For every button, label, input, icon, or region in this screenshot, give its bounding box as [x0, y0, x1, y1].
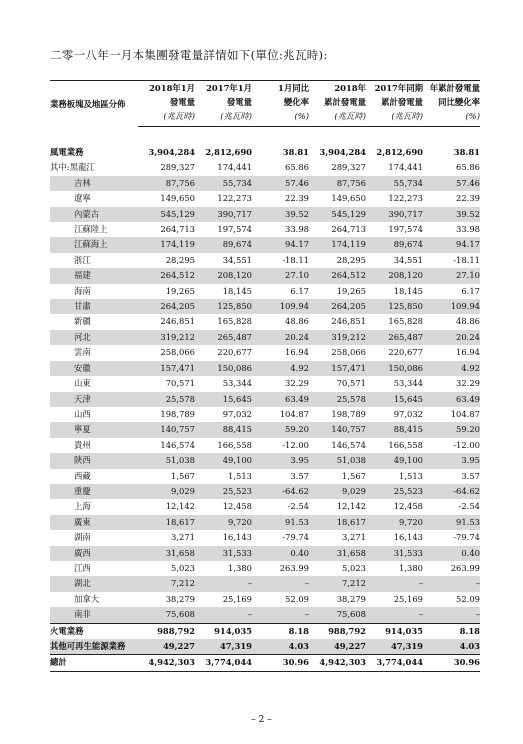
row-value: 165,828	[388, 316, 423, 327]
row-value: 51,038	[138, 453, 195, 468]
row-value: 140,757	[309, 422, 366, 437]
row-value: 65.86	[456, 162, 480, 173]
table-body	[50, 127, 480, 672]
row-value: 15,645	[366, 392, 423, 407]
table-row	[50, 237, 480, 252]
row-value: 75,608	[309, 607, 366, 623]
row-value: 140,757	[138, 422, 195, 437]
row-value: 94.17	[423, 237, 480, 252]
row-value: 8.18	[423, 623, 480, 639]
row-value: 88,415	[195, 422, 252, 437]
table-row	[50, 299, 480, 314]
row-label: 總計	[50, 655, 138, 671]
row-value: 4.03	[252, 639, 309, 655]
header-col-2-line-1: 2017年1月	[195, 81, 252, 96]
row-value: 5,023	[342, 562, 366, 573]
row-value: 264,205	[309, 299, 366, 314]
row-value: 3,904,284	[319, 147, 366, 157]
row-value: 319,212	[309, 330, 366, 345]
row-value: 914,035	[195, 623, 252, 639]
row-value: 70,571	[165, 378, 195, 389]
row-label: 江西	[74, 562, 91, 573]
row-value: 258,066	[160, 347, 195, 358]
row-value: 988,792	[309, 623, 366, 639]
row-label: 其他可再生能源業務	[50, 639, 138, 655]
row-value: 9,720	[366, 515, 423, 530]
row-value: 220,677	[217, 347, 252, 358]
row-value: 34,551	[393, 254, 423, 265]
header-col-2-line-2: 發電量	[226, 97, 252, 107]
row-value: 1,567	[342, 470, 366, 481]
row-value: 52.09	[456, 593, 480, 604]
table-row	[50, 655, 480, 671]
row-value: 149,650	[331, 193, 366, 204]
row-value: 198,789	[160, 408, 195, 419]
row-value: 7,212	[309, 576, 366, 591]
row-value: 264,512	[138, 268, 195, 283]
row-value: 88,415	[366, 422, 423, 437]
row-value: 146,574	[331, 439, 366, 450]
row-value: 38.81	[453, 147, 480, 157]
intro-text: 二零一八年一月本集團發電量詳情如下(單位:兆瓦時):	[50, 48, 328, 62]
row-value: 289,327	[331, 162, 366, 173]
row-value: 94.17	[252, 237, 309, 252]
row-value: 49,227	[138, 639, 195, 655]
row-value: 4.92	[252, 361, 309, 376]
row-value: 3,774,044	[195, 655, 252, 671]
row-label: 湖北	[50, 576, 138, 591]
row-value: -18.11	[282, 254, 309, 265]
header-col-4-unit: (兆瓦時)	[309, 109, 366, 127]
row-value: 31,658	[309, 546, 366, 561]
row-label: 湖南	[74, 532, 91, 543]
row-value: 27.10	[252, 268, 309, 283]
row-value: 49,227	[309, 639, 366, 655]
row-value: 59.20	[423, 422, 480, 437]
header-col-5-line-2: 累計發電量	[381, 97, 423, 107]
row-value: 197,574	[217, 224, 252, 235]
row-value: -12.00	[453, 439, 480, 450]
row-value: 31,533	[195, 546, 252, 561]
row-value: -12.00	[282, 439, 309, 450]
row-value: 51,038	[309, 453, 366, 468]
row-label: 天津	[50, 392, 138, 407]
row-label: 其中:黑龍江	[50, 162, 95, 173]
row-value: 31,658	[138, 546, 195, 561]
table-row	[50, 253, 480, 268]
row-value: 25,523	[366, 484, 423, 499]
row-value: 87,756	[138, 176, 195, 191]
row-value: 22.39	[285, 193, 309, 204]
row-value: 25,578	[309, 392, 366, 407]
table-row	[50, 546, 480, 561]
table-row	[50, 361, 480, 376]
row-value: 33.98	[456, 224, 480, 235]
table-row	[50, 515, 480, 530]
table-row	[50, 284, 480, 299]
table-row	[50, 345, 480, 360]
row-value: 4,942,303	[309, 655, 366, 671]
row-value: 89,674	[195, 237, 252, 252]
row-label: 雲南	[74, 347, 91, 358]
row-value: 9,029	[138, 484, 195, 499]
header-col-1-line-2: 發電量	[169, 97, 195, 107]
row-value: 125,850	[195, 299, 252, 314]
row-value: 264,512	[309, 268, 366, 283]
row-label: 陝西	[50, 453, 138, 468]
row-value: 3,271	[171, 532, 195, 543]
row-value: 263.99	[279, 562, 309, 573]
row-value: 28,295	[336, 254, 366, 265]
table-row	[50, 576, 480, 591]
row-value: 87,756	[309, 176, 366, 191]
row-value: 48.86	[456, 316, 480, 327]
row-value: 38,279	[165, 593, 195, 604]
row-value: 390,717	[366, 207, 423, 222]
row-value: 3.95	[423, 453, 480, 468]
row-value: 33.98	[285, 224, 309, 235]
row-value: 89,674	[366, 237, 423, 252]
row-value: 0.40	[252, 546, 309, 561]
table-row	[50, 607, 480, 623]
row-value: 914,035	[366, 623, 423, 639]
row-value: 149,650	[160, 193, 195, 204]
row-value: -79.74	[453, 532, 480, 543]
row-value: –	[252, 576, 309, 591]
row-value: –	[423, 607, 480, 623]
row-value: 55,734	[366, 176, 423, 191]
table-row	[50, 469, 480, 484]
row-value: 28,295	[165, 254, 195, 265]
table-row	[50, 639, 480, 655]
header-col-5-line-1: 2017年同期	[366, 81, 423, 96]
row-value: 264,205	[138, 299, 195, 314]
row-value: 55,734	[195, 176, 252, 191]
row-label: 江蘇海上	[50, 237, 138, 252]
row-value: 246,851	[160, 316, 195, 327]
row-label: 加拿大	[74, 593, 100, 604]
row-value: 47,319	[366, 639, 423, 655]
row-value: 30.96	[423, 655, 480, 671]
row-value: 25,169	[222, 593, 252, 604]
row-value: -18.11	[453, 254, 480, 265]
row-value: 16.94	[456, 347, 480, 358]
row-value: 32.29	[456, 378, 480, 389]
row-value: 125,850	[366, 299, 423, 314]
table-row	[50, 176, 480, 191]
row-value: 4.03	[423, 639, 480, 655]
header-col-3-line-1: 1月同比	[252, 81, 309, 96]
header-col-4-line-2: 累計發電量	[324, 97, 366, 107]
row-value: 109.94	[252, 299, 309, 314]
row-value: 4.92	[423, 361, 480, 376]
row-label: 火電業務	[50, 623, 138, 639]
row-value: 264,713	[160, 224, 195, 235]
row-value: 57.46	[252, 176, 309, 191]
header-col-6-unit: (%)	[423, 109, 480, 127]
row-label: 南非	[50, 607, 138, 623]
row-value: 174,119	[138, 237, 195, 252]
row-value: –	[366, 576, 423, 591]
row-value: 59.20	[252, 422, 309, 437]
row-value: 18,145	[393, 285, 423, 296]
row-label: 福建	[50, 268, 138, 283]
row-value: 97,032	[393, 408, 423, 419]
row-value: –	[195, 576, 252, 591]
row-value: 1,380	[399, 562, 423, 573]
table-row	[50, 222, 480, 237]
row-value: 38,279	[336, 593, 366, 604]
row-value: 25,578	[138, 392, 195, 407]
row-value: 39.52	[252, 207, 309, 222]
row-value: –	[252, 607, 309, 623]
row-label: 上海	[74, 501, 91, 512]
row-value: 6.17	[290, 285, 309, 296]
row-value: 63.49	[252, 392, 309, 407]
row-value: 18,617	[309, 515, 366, 530]
table-row	[50, 407, 480, 422]
row-value: 12,142	[165, 501, 195, 512]
row-value: 63.49	[423, 392, 480, 407]
table-row	[50, 561, 480, 576]
row-label: 廣西	[50, 546, 138, 561]
table-row	[50, 145, 480, 160]
row-value: 8.18	[252, 623, 309, 639]
row-value: -64.62	[423, 484, 480, 499]
row-value: 12,142	[336, 501, 366, 512]
row-value: 39.52	[423, 207, 480, 222]
row-value: 157,471	[138, 361, 195, 376]
table-row	[50, 191, 480, 206]
row-value: 65.86	[285, 162, 309, 173]
row-value: 15,645	[195, 392, 252, 407]
row-value: 2,812,690	[376, 147, 423, 157]
row-label: 河北	[50, 330, 138, 345]
row-value: 49,100	[195, 453, 252, 468]
row-value: 0.40	[423, 546, 480, 561]
row-value: 91.53	[423, 515, 480, 530]
row-value: 22.39	[456, 193, 480, 204]
table-row	[50, 392, 480, 407]
row-value: 319,212	[138, 330, 195, 345]
row-value: –	[423, 576, 480, 591]
row-label: 遼寧	[74, 193, 91, 204]
row-value: 19,265	[165, 285, 195, 296]
row-value: 52.09	[285, 593, 309, 604]
row-value: 19,265	[336, 285, 366, 296]
table-row	[50, 268, 480, 283]
row-label: 新疆	[74, 316, 91, 327]
table-row	[50, 207, 480, 222]
row-value: 150,086	[195, 361, 252, 376]
row-value: 57.46	[423, 176, 480, 191]
table-row	[50, 160, 480, 175]
row-value: 30.96	[252, 655, 309, 671]
row-value: 27.10	[423, 268, 480, 283]
row-value: 174,119	[309, 237, 366, 252]
row-value: 166,558	[217, 439, 252, 450]
row-value: 265,487	[195, 330, 252, 345]
row-value: 174,441	[217, 162, 252, 173]
row-value: –	[195, 607, 252, 623]
row-value: 545,129	[138, 207, 195, 222]
table-row	[50, 422, 480, 437]
row-label: 江蘇陸上	[74, 224, 108, 235]
row-value: 208,120	[195, 268, 252, 283]
row-value: 263.99	[450, 562, 480, 573]
row-value: 49,100	[366, 453, 423, 468]
row-label: 風電業務	[50, 147, 84, 157]
row-value: 48.86	[285, 316, 309, 327]
row-value: 122,273	[217, 193, 252, 204]
row-value: 16,143	[393, 532, 423, 543]
row-value: 1,513	[399, 470, 423, 481]
row-value: 122,273	[388, 193, 423, 204]
row-label: 貴州	[74, 439, 91, 450]
row-value: 34,551	[222, 254, 252, 265]
table-row	[50, 484, 480, 499]
table-row	[50, 530, 480, 545]
table-row	[50, 330, 480, 345]
row-value: 198,789	[331, 408, 366, 419]
table-row	[50, 453, 480, 468]
row-value: 53,344	[222, 378, 252, 389]
row-value: 3,271	[342, 532, 366, 543]
row-value: 3.57	[290, 470, 309, 481]
header-col-6-line-2: 同比變化率	[438, 97, 480, 107]
row-value: –	[366, 607, 423, 623]
row-value: 988,792	[138, 623, 195, 639]
row-value: 1,513	[228, 470, 252, 481]
row-value: 2,812,690	[205, 147, 252, 157]
row-value: 104.87	[450, 408, 480, 419]
row-value: -64.62	[252, 484, 309, 499]
row-value: -2.54	[458, 501, 480, 512]
row-value: 3.95	[252, 453, 309, 468]
page-number: – 2 –	[251, 715, 272, 725]
row-value: 109.94	[423, 299, 480, 314]
row-value: 1,380	[228, 562, 252, 573]
row-value: 9,029	[309, 484, 366, 499]
row-value: 258,066	[331, 347, 366, 358]
row-label: 內蒙古	[50, 207, 138, 222]
row-value: 75,608	[138, 607, 195, 623]
row-value: 16,143	[222, 532, 252, 543]
row-value: 20.24	[252, 330, 309, 345]
table-row	[50, 499, 480, 514]
header-col-5-unit: (兆瓦時)	[366, 109, 423, 127]
row-value: 3,904,284	[148, 147, 195, 157]
row-value: 7,212	[138, 576, 195, 591]
row-value: 31,533	[366, 546, 423, 561]
row-label: 西藏	[74, 470, 91, 481]
table-row	[50, 592, 480, 607]
row-value: 289,327	[160, 162, 195, 173]
header-col-4-line-1: 2018年	[309, 81, 366, 96]
row-value: 220,677	[388, 347, 423, 358]
row-label: 重慶	[50, 484, 138, 499]
row-label: 廣東	[50, 515, 138, 530]
row-value: 25,523	[195, 484, 252, 499]
row-value: 165,828	[217, 316, 252, 327]
table-row	[50, 438, 480, 453]
row-label: 浙江	[74, 254, 91, 265]
row-value: 150,086	[366, 361, 423, 376]
table-row	[50, 376, 480, 391]
row-value: 545,129	[309, 207, 366, 222]
row-value: 18,617	[138, 515, 195, 530]
row-label: 山東	[74, 378, 91, 389]
row-value: -79.74	[282, 532, 309, 543]
row-value: 47,319	[195, 639, 252, 655]
row-value: 104.87	[279, 408, 309, 419]
header-col-6-line-1: 年累計發電量	[423, 81, 480, 96]
row-value: 12,458	[393, 501, 423, 512]
row-value: 18,145	[222, 285, 252, 296]
row-value: 97,032	[222, 408, 252, 419]
row-value: 4,942,303	[138, 655, 195, 671]
header-col-3-unit: (%)	[252, 109, 309, 127]
row-value: 3.57	[461, 470, 480, 481]
row-value: 5,023	[171, 562, 195, 573]
row-value: 246,851	[331, 316, 366, 327]
row-value: 12,458	[222, 501, 252, 512]
header-col-2-unit: (兆瓦時)	[195, 109, 252, 127]
header-col-1-unit: (兆瓦時)	[138, 109, 195, 127]
row-value: 174,441	[388, 162, 423, 173]
row-value: 265,487	[366, 330, 423, 345]
row-value: 91.53	[252, 515, 309, 530]
row-value: 16.94	[285, 347, 309, 358]
row-label: 山西	[74, 408, 91, 419]
table-row	[50, 623, 480, 639]
row-value: -2.54	[287, 501, 309, 512]
row-value: 20.24	[423, 330, 480, 345]
row-label: 甘肅	[50, 299, 138, 314]
row-value: 6.17	[461, 285, 480, 296]
row-label: 安徽	[50, 361, 138, 376]
row-value: 146,574	[160, 439, 195, 450]
row-value: 25,169	[393, 593, 423, 604]
row-label: 海南	[74, 285, 91, 296]
header-category: 業務板塊及地區分佈	[50, 81, 138, 127]
row-value: 157,471	[309, 361, 366, 376]
row-value: 390,717	[195, 207, 252, 222]
header-col-1-line-1: 2018年1月	[138, 81, 195, 96]
table-row	[50, 314, 480, 329]
table-header	[50, 81, 480, 127]
row-value: 264,713	[331, 224, 366, 235]
row-value: 70,571	[336, 378, 366, 389]
row-value: 166,558	[388, 439, 423, 450]
row-value: 197,574	[388, 224, 423, 235]
row-value: 53,344	[393, 378, 423, 389]
row-value: 38.81	[282, 147, 309, 157]
row-value: 208,120	[366, 268, 423, 283]
row-label: 吉林	[50, 176, 138, 191]
generation-table	[50, 80, 480, 672]
row-value: 32.29	[285, 378, 309, 389]
row-value: 1,567	[171, 470, 195, 481]
header-col-3-line-2: 變化率	[283, 97, 309, 107]
row-value: 9,720	[195, 515, 252, 530]
row-value: 3,774,044	[366, 655, 423, 671]
row-label: 寧夏	[50, 422, 138, 437]
